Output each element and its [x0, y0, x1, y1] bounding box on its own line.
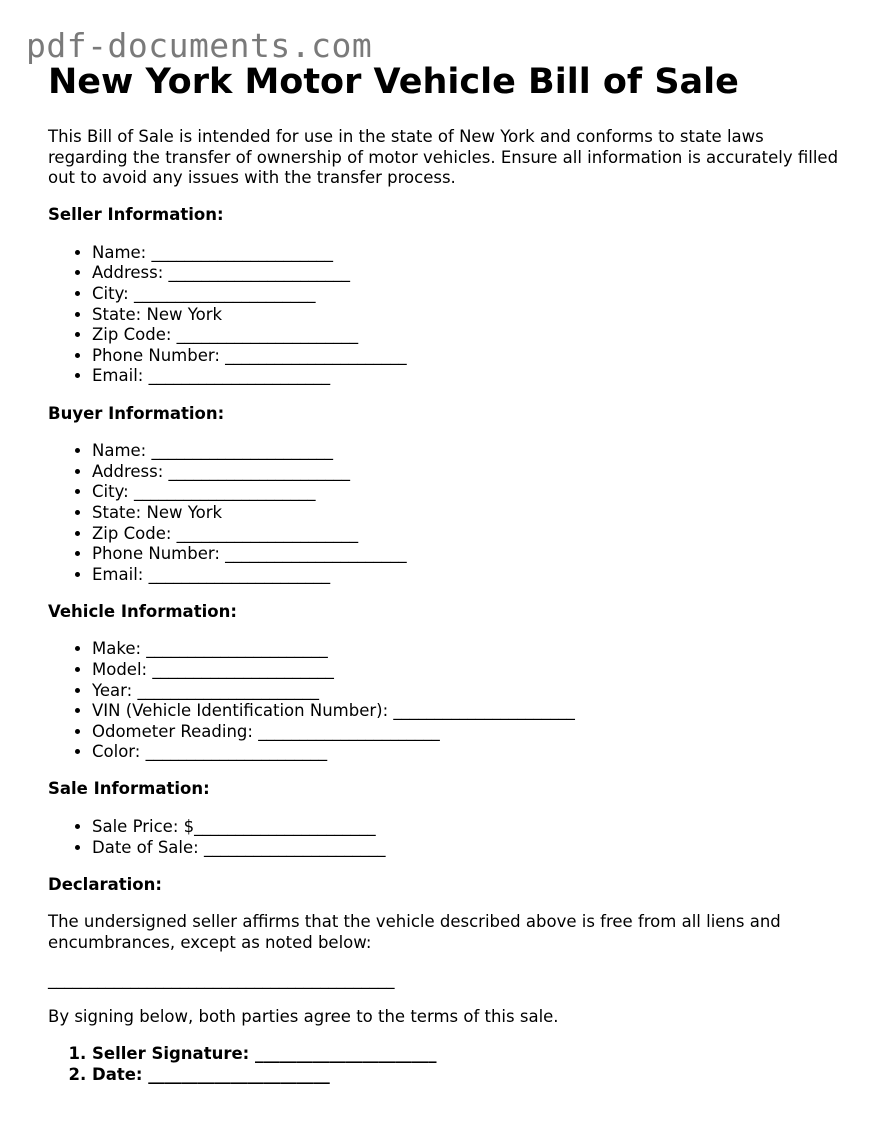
sale-date-field[interactable]: • Date of Sale: ______________________ — [92, 838, 848, 859]
sale-price-field[interactable]: • Sale Price: $______________________ — [92, 817, 848, 838]
buyer-email-field[interactable]: • Email: ______________________ — [92, 565, 848, 586]
buyer-heading: Buyer Information: — [48, 403, 225, 423]
vehicle-list — [48, 639, 848, 763]
buyer-state-value: • State: New York — [92, 503, 848, 524]
buyer-list — [48, 441, 848, 585]
signature-list — [48, 1044, 848, 1085]
seller-heading: Seller Information: — [48, 205, 224, 225]
page-title: New York Motor Vehicle Bill of Sale — [48, 62, 739, 102]
buyer-name-field[interactable]: • Name: ______________________ — [92, 441, 848, 462]
sale-heading: Sale Information: — [48, 779, 210, 799]
seller-email-field[interactable]: • Email: ______________________ — [92, 366, 848, 387]
seller-list — [48, 243, 848, 387]
seller-address-field[interactable]: • Address: ______________________ — [92, 263, 848, 284]
agreement-text: By signing below, both parties agree to the terms of this sale. — [48, 1007, 559, 1027]
seller-phone-field[interactable]: • Phone Number: ______________________ — [92, 346, 848, 367]
buyer-phone-field[interactable]: • Phone Number: ______________________ — [92, 544, 848, 565]
watermark-text: pdf-documents.com — [26, 26, 373, 65]
buyer-city-field[interactable]: • City: ______________________ — [92, 482, 848, 503]
vehicle-vin-field[interactable]: • VIN (Vehicle Identification Number): ______________________ — [92, 701, 848, 722]
signature-date-field[interactable]: 2. Date: ______________________ — [92, 1065, 848, 1086]
vehicle-model-field[interactable]: • Model: ______________________ — [92, 660, 848, 681]
seller-zip-field[interactable]: • Zip Code: ______________________ — [92, 325, 848, 346]
liens-blank-line[interactable]: __________________________________________ — [48, 970, 395, 989]
vehicle-make-field[interactable]: • Make: ______________________ — [92, 639, 848, 660]
vehicle-heading: Vehicle Information: — [48, 601, 237, 621]
declaration-heading: Declaration: — [48, 874, 162, 894]
vehicle-year-field[interactable]: • Year: ______________________ — [92, 681, 848, 702]
seller-state-value: • State: New York — [92, 305, 848, 326]
buyer-zip-field[interactable]: • Zip Code: ______________________ — [92, 524, 848, 545]
seller-city-field[interactable]: • City: ______________________ — [92, 284, 848, 305]
buyer-address-field[interactable]: • Address: ______________________ — [92, 462, 848, 483]
sale-list — [48, 817, 848, 858]
seller-signature-field[interactable]: 1. Seller Signature: ______________________ — [92, 1044, 848, 1065]
document-body — [48, 127, 848, 1102]
seller-name-field[interactable]: • Name: ______________________ — [92, 243, 848, 264]
vehicle-odometer-field[interactable]: • Odometer Reading: ______________________ — [92, 722, 848, 743]
vehicle-color-field[interactable]: • Color: ______________________ — [92, 742, 848, 763]
declaration-text: The undersigned seller affirms that the vehicle described above is free from all liens and encumbrances, except as noted below: — [48, 912, 781, 952]
intro-paragraph: This Bill of Sale is intended for use in the state of New York and conforms to state laws regarding the transfer of ownership of motor vehicles. Ensure all information is accurately filled out to avoid any issues with the transfer process. — [48, 127, 839, 188]
